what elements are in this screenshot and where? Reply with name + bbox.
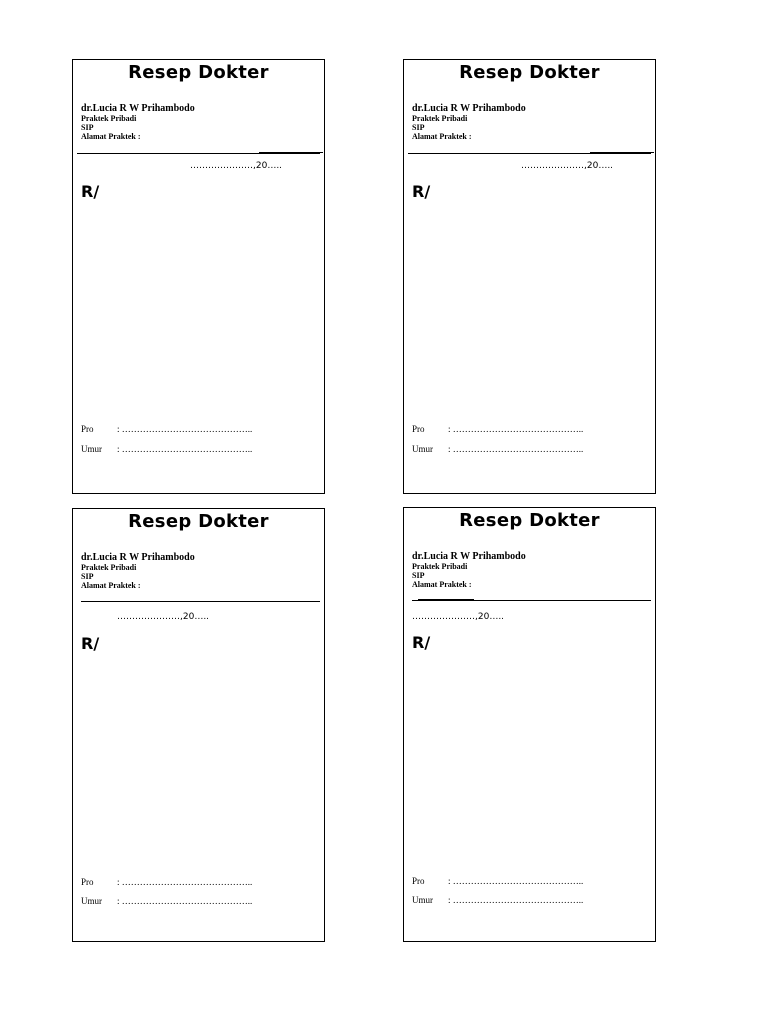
age-field bbox=[81, 896, 252, 906]
patient-field bbox=[412, 424, 583, 434]
age-field bbox=[81, 444, 252, 454]
rx-symbol: R/ bbox=[81, 634, 100, 653]
patient-field bbox=[81, 424, 252, 434]
age-blank: : …………………………………….. bbox=[117, 896, 253, 906]
patient-label: Pro bbox=[81, 424, 94, 434]
header-divider bbox=[81, 601, 320, 602]
prescription-title: Resep Dokter bbox=[459, 62, 600, 83]
prescription-card bbox=[403, 507, 656, 942]
address-label: Alamat Praktek : bbox=[81, 581, 141, 590]
rx-symbol: R/ bbox=[412, 633, 431, 652]
age-field bbox=[412, 444, 583, 454]
date-line: …………………,20….. bbox=[190, 161, 283, 171]
prescription-card bbox=[403, 59, 656, 494]
practice-type: Praktek Pribadi bbox=[81, 563, 137, 572]
patient-label: Pro bbox=[412, 876, 425, 886]
rx-symbol: R/ bbox=[412, 182, 431, 201]
doctor-name: dr.Lucia R W Prihambodo bbox=[412, 103, 526, 114]
practice-type: Praktek Pribadi bbox=[412, 562, 468, 571]
age-label: Umur bbox=[412, 444, 433, 454]
patient-blank: : …………………………………….. bbox=[117, 877, 253, 887]
divider-accent bbox=[418, 599, 474, 600]
sip-label: SIP bbox=[81, 123, 94, 132]
header-divider bbox=[412, 600, 651, 601]
date-line: …………………,20….. bbox=[117, 612, 210, 622]
doctor-name: dr.Lucia R W Prihambodo bbox=[81, 552, 195, 563]
prescription-title: Resep Dokter bbox=[128, 511, 269, 532]
patient-field bbox=[81, 877, 252, 887]
date-line: …………………,20….. bbox=[412, 612, 505, 622]
prescription-title: Resep Dokter bbox=[128, 62, 269, 83]
patient-blank: : …………………………………….. bbox=[117, 424, 253, 434]
age-blank: : …………………………………….. bbox=[448, 444, 584, 454]
prescription-card bbox=[72, 508, 325, 942]
age-field bbox=[412, 895, 583, 905]
header-divider bbox=[77, 153, 320, 154]
patient-blank: : …………………………………….. bbox=[448, 424, 584, 434]
divider-accent bbox=[590, 152, 654, 153]
age-blank: : …………………………………….. bbox=[117, 444, 253, 454]
patient-label: Pro bbox=[412, 424, 425, 434]
age-label: Umur bbox=[81, 444, 102, 454]
patient-blank: : …………………………………….. bbox=[448, 876, 584, 886]
rx-symbol: R/ bbox=[81, 182, 100, 201]
sip-label: SIP bbox=[412, 123, 425, 132]
address-label: Alamat Praktek : bbox=[412, 132, 472, 141]
prescription-card bbox=[72, 59, 325, 494]
header-divider bbox=[408, 153, 651, 154]
practice-type: Praktek Pribadi bbox=[412, 114, 468, 123]
patient-label: Pro bbox=[81, 877, 94, 887]
sip-label: SIP bbox=[412, 571, 425, 580]
patient-field bbox=[412, 876, 583, 886]
address-label: Alamat Praktek : bbox=[81, 132, 141, 141]
age-label: Umur bbox=[81, 896, 102, 906]
divider-accent bbox=[259, 152, 323, 153]
age-label: Umur bbox=[412, 895, 433, 905]
practice-type: Praktek Pribadi bbox=[81, 114, 137, 123]
address-label: Alamat Praktek : bbox=[412, 580, 472, 589]
prescription-title: Resep Dokter bbox=[459, 510, 600, 531]
doctor-name: dr.Lucia R W Prihambodo bbox=[81, 103, 195, 114]
doctor-name: dr.Lucia R W Prihambodo bbox=[412, 551, 526, 562]
sip-label: SIP bbox=[81, 572, 94, 581]
age-blank: : …………………………………….. bbox=[448, 895, 584, 905]
date-line: …………………,20….. bbox=[521, 161, 614, 171]
